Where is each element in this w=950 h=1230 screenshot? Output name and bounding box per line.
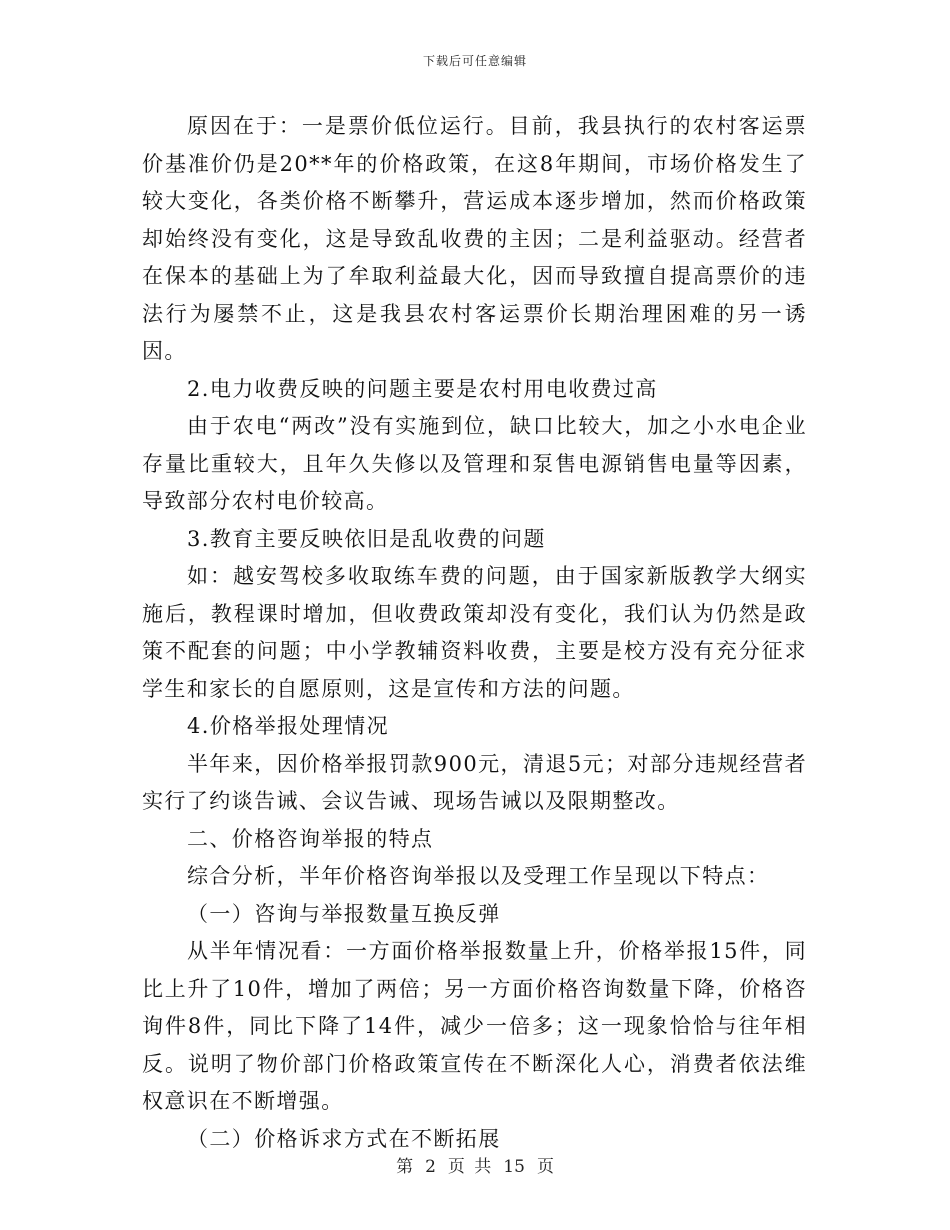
document-body (142, 108, 807, 1158)
paragraph-reasons: 原因在于：一是票价低位运行。目前，我县执行的农村客运票价基准价仍是20**年的价格政策，在这8年期间，市场价格发生了较大变化，各类价格不断攀升，营运成本逐步增加，然而价格政策却始终没有变化，这是导致乱收费的主因；二是利益驱动。经营者在保本的基础上为了牟取利益最大化，因而导致擅自提高票价的违法行为屡禁不止，这是我县农村客运票价长期治理困难的另一诱因。 (142, 114, 807, 363)
paragraph-report-handling: 半年来，因价格举报罚款900元，清退5元；对部分违规经营者实行了约谈告诫、会议告诫、现场告诫以及限期整改。 (142, 751, 807, 813)
paragraph-analysis: 综合分析，半年价格咨询举报以及受理工作呈现以下特点： (187, 864, 770, 888)
paragraph-education: 如：越安驾校多收取练车费的问题，由于国家新版教学大纲实施后，教程课时增加，但收费政策却没有变化，我们认为仍然是政策不配套的问题；中小学教辅资料收费，主要是校方没有充分征求学生和家长的自愿原则，这是宣传和方法的问题。 (142, 564, 807, 701)
heading-subsection-2: （二）价格诉求方式在不断拓展 (187, 1126, 501, 1151)
heading-report-handling: 4.价格举报处理情况 (187, 714, 390, 738)
heading-subsection-1: （一）咨询与举报数量互换反弹 (187, 901, 501, 926)
footer-middle: 页 共 (447, 1157, 492, 1177)
footer-page-number: 2 (425, 1157, 436, 1177)
heading-education: 3.教育主要反映依旧是乱收费的问题 (187, 526, 546, 551)
footer-total-pages: 15 (503, 1157, 525, 1177)
heading-characteristics: 二、价格咨询举报的特点 (187, 826, 434, 851)
paragraph-half-year: 从半年情况看：一方面价格举报数量上升，价格举报15件，同比上升了10件，增加了两倍；另一方面价格咨询数量下降，价格咨询件8件，同比下降了14件，减少一倍多；这一现象恰恰与往年相反。说明了物价部门价格政策宣传在不断深化人心，消费者依法维权意识在不断增强。 (142, 939, 807, 1113)
page-header: 下载后可任意编辑 (422, 54, 527, 68)
footer-prefix: 第 (396, 1157, 414, 1177)
footer-suffix: 页 (536, 1157, 554, 1177)
paragraph-electricity: 由于农电“两改”没有实施到位，缺口比较大，加之小水电企业存量比重较大，且年久失修以及管理和泵售电源销售电量等因素，导致部分农村电价较高。 (142, 414, 807, 513)
page-footer (0, 1152, 950, 1177)
heading-electricity: 2.电力收费反映的问题主要是农村用电收费过高 (187, 376, 658, 401)
